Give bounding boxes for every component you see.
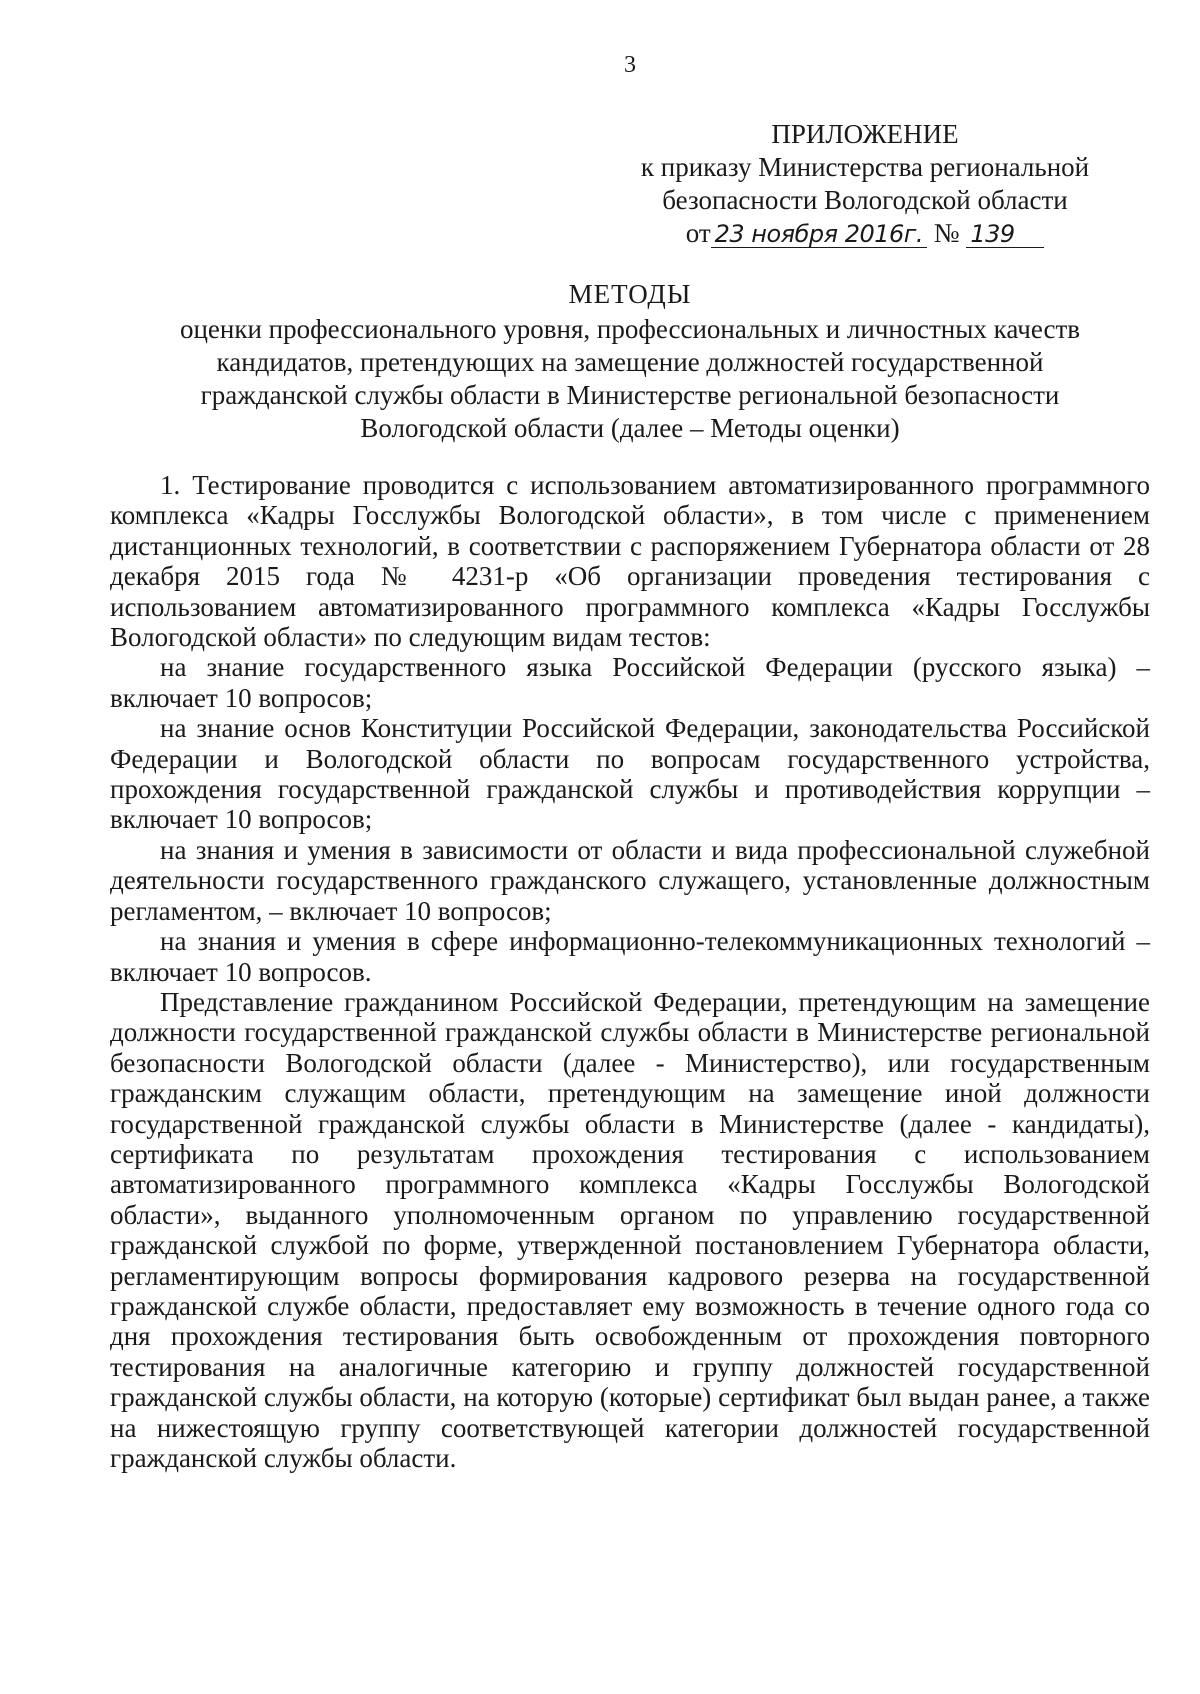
order-date-number <box>620 217 1110 250</box>
appendix-heading: ПРИЛОЖЕНИЕ <box>771 119 959 149</box>
title-line: Вологодской области (далее – Методы оценки) <box>360 413 900 443</box>
title-heading: МЕТОДЫ <box>568 279 692 309</box>
handwritten-number: 139 <box>966 221 1044 248</box>
document-title <box>110 278 1150 445</box>
appendix-block <box>620 118 1110 250</box>
number-label: № <box>933 218 960 248</box>
document-body <box>110 470 1150 1473</box>
title-line: гражданской службы области в Министерстве региональной безопасности <box>200 380 1060 410</box>
paragraph: 1. Тестирование проводится с использованием автоматизированного программного комплекса «Кадры Госслужбы Вологодской области», в том числе с применением дистанционных технологий, в соответствии с распоряжением Губернатора области от 28 декабря 2015 года № 4231-р «Об организации проведения тестирования с использованием автоматизированного программного комплекса «Кадры Госслужбы Вологодской области» по следующим видам тестов: <box>110 470 1150 653</box>
title-line: кандидатов, претендующих на замещение должностей государственной <box>216 347 1044 377</box>
appendix-line-1: к приказу Министерства региональной <box>640 152 1090 182</box>
paragraph: Представление гражданином Российской Федерации, претендующим на замещение должности государственной гражданской службы области в Министерстве региональной безопасности Вологодской области (далее - Министерство), или государственным гражданским служащим области, претендующим на замещение иной должности государственной гражданской службы области в Министерстве (далее - кандидаты), сертификата по результатам прохождения тестирования с использованием автоматизированного программного комплекса «Кадры Госслужбы Вологодской области», выданного уполномоченным органом по управлению государственной гражданской службой по форме, утвержденной постановлением Губернатора области, регламентирующим вопросы формирования кадрового резерва на государственной гражданской службе области, предоставляет ему возможность в течение одного года со дня прохождения тестирования быть освобожденным от прохождения повторного тестирования на аналогичные категорию и группу должностей государственной гражданской службы области, на которую (которые) сертификат был выдан ранее, а также на нижестоящую группу соответствующей категории должностей государственной гражданской службы области. <box>110 986 1150 1473</box>
paragraph: на знания и умения в зависимости от области и вида профессиональной служебной деятельности государственного гражданского служащего, установленные должностным регламентом, – включает 10 вопросов; <box>110 834 1150 926</box>
from-label: от <box>685 218 711 248</box>
paragraph: на знания и умения в сфере информационно-телекоммуникационных технологий – включает 10 вопросов. <box>110 926 1150 987</box>
appendix-line-2: безопасности Вологодской области <box>662 185 1068 215</box>
title-line: оценки профессионального уровня, профессиональных и личностных качеств <box>179 314 1081 344</box>
paragraph: на знание государственного языка Российской Федерации (русского языка) – включает 10 вопросов; <box>110 652 1150 713</box>
page-number: 3 <box>624 52 636 78</box>
handwritten-date: 23 ноября 2016г. <box>711 221 927 248</box>
paragraph: на знание основ Конституции Российской Федерации, законодательства Российской Федерации и Вологодской области по вопросам государственного устройства, прохождения государственной гражданской службы и противодействия коррупции – включает 10 вопросов; <box>110 713 1150 835</box>
